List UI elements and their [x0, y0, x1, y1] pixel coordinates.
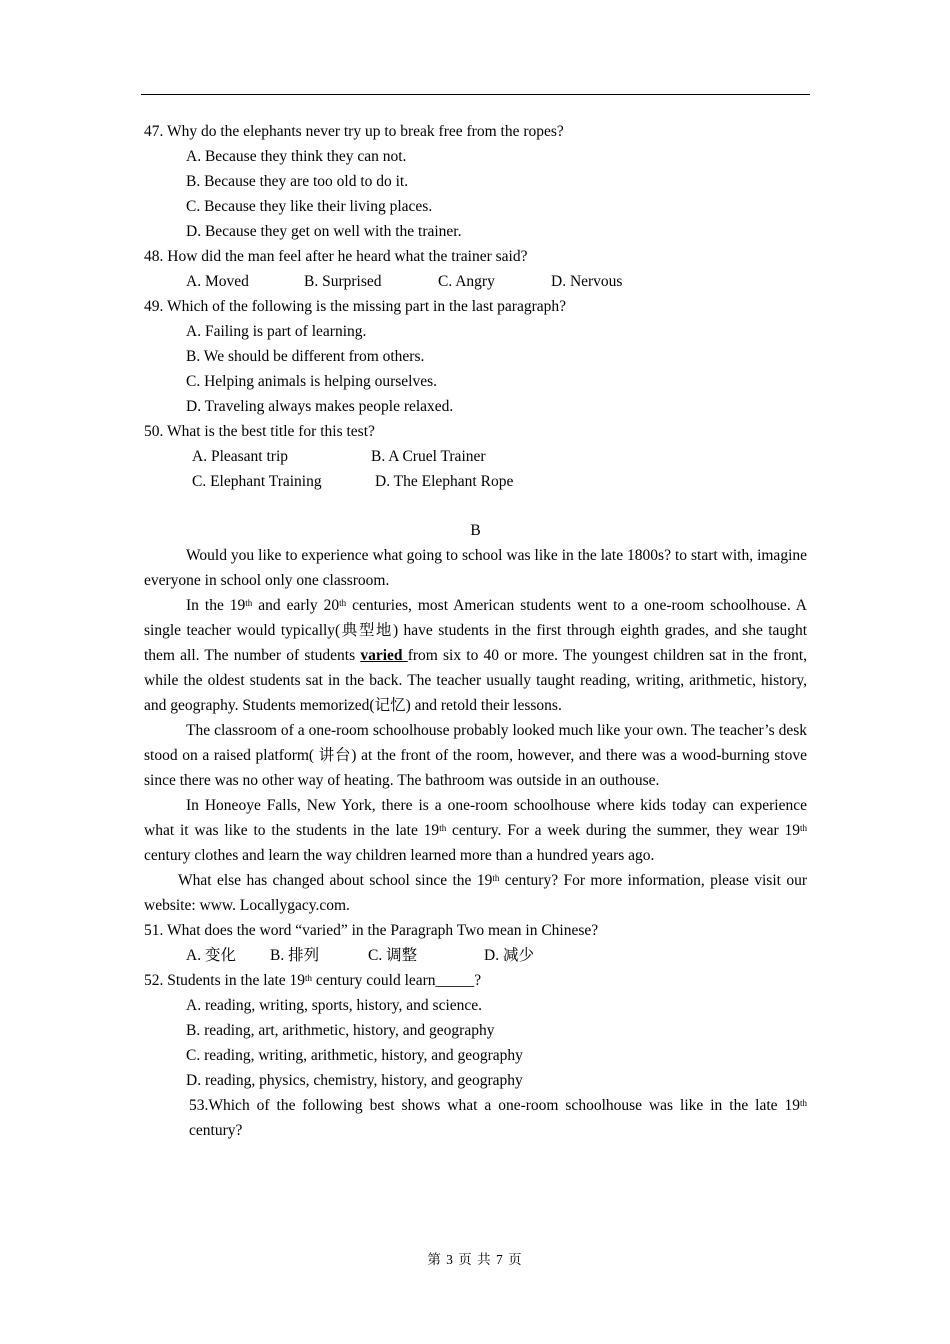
question-50-option-d: D. The Elephant Rope	[375, 473, 514, 490]
question-47-stem: 47. Why do the elephants never try up to break free from the ropes?	[144, 123, 564, 140]
passage-paragraph-1: Would you like to experience what going to school was like in the late 1800s? to start with, imagine everyone in school only one classroom.	[144, 547, 807, 589]
question-51-option-a: A. 变化	[186, 947, 236, 964]
passage-paragraph-5: What else has changed about school since the 19th century? For more information, please visit our website: www. Locallygacy.com.	[144, 872, 807, 914]
question-51-options	[144, 943, 807, 968]
content	[144, 119, 807, 1143]
question-52-option-c: C. reading, writing, arithmetic, history, and geography	[186, 1047, 523, 1064]
question-48-option-b: B. Surprised	[304, 273, 382, 290]
underlined-word-varied: varied	[360, 647, 408, 664]
question-48-option-a: A. Moved	[186, 273, 249, 290]
passage-paragraph-4: In Honeoye Falls, New York, there is a one-room schoolhouse where kids today can experience what it was like to the students in the late 19th century. For a week during the summer, they wear 19th century clothes and learn the way children learned more than a hundred years ago.	[144, 797, 807, 864]
page-footer: 第 3 页 共 7 页	[427, 1252, 523, 1267]
question-50-options-row1	[144, 444, 807, 469]
question-48-stem: 48. How did the man feel after he heard what the trainer said?	[144, 248, 528, 265]
passage-paragraph-2: In the 19th and early 20th centuries, most American students went to a one-room schoolhouse. A single teacher would typically(典型地) have students in the first through eighth grades, and she taught them all. The number of students varied from six to 40 or more. The youngest children sat in the front, while the oldest students sat in the back. The teacher usually taught reading, writing, arithmetic, history, and geography. Students memorized(记忆) and retold their lessons.	[144, 597, 808, 714]
question-49-option-a: A. Failing is part of learning.	[186, 323, 367, 340]
question-50-stem: 50. What is the best title for this test?	[144, 423, 375, 440]
question-48-option-d: D. Nervous	[551, 273, 623, 290]
header-rule	[141, 94, 810, 95]
question-50-option-b: B. A Cruel Trainer	[371, 448, 486, 465]
question-49-option-b: B. We should be different from others.	[186, 348, 425, 365]
question-50-options-row2	[144, 469, 807, 494]
question-49-option-c: C. Helping animals is helping ourselves.	[186, 373, 437, 390]
question-52-option-d: D. reading, physics, chemistry, history, and geography	[186, 1072, 523, 1089]
question-47-option-b: B. Because they are too old to do it.	[186, 173, 409, 190]
question-48-options	[144, 269, 807, 294]
question-47-option-c: C. Because they like their living places.	[186, 198, 433, 215]
question-52-option-b: B. reading, art, arithmetic, history, and geography	[186, 1022, 495, 1039]
question-47-option-d: D. Because they get on well with the trainer.	[186, 223, 462, 240]
question-49-stem: 49. Which of the following is the missing part in the last paragraph?	[144, 298, 566, 315]
question-51-option-d: D. 减少	[484, 947, 534, 964]
question-50-option-c: C. Elephant Training	[192, 473, 322, 490]
question-47-option-a: A. Because they think they can not.	[186, 148, 407, 165]
question-51-stem: 51. What does the word “varied” in the Paragraph Two mean in Chinese?	[144, 922, 599, 939]
question-51-option-b: B. 排列	[270, 947, 320, 964]
question-50-option-a: A. Pleasant trip	[192, 448, 288, 465]
passage-paragraph-3: The classroom of a one-room schoolhouse probably looked much like your own. The teacher’s desk stood on a raised platform( 讲台) at the front of the room, however, and there was a wood-burning stove since there was no other way of heating. The bathroom was outside in an outhouse.	[144, 722, 807, 789]
question-53-stem: 53.Which of the following best shows what a one-room schoolhouse was like in the late 19th century?	[189, 1097, 807, 1139]
question-49-option-d: D. Traveling always makes people relaxed.	[186, 398, 454, 415]
question-51-option-c: C. 调整	[368, 947, 418, 964]
question-48-option-c: C. Angry	[438, 273, 495, 290]
section-heading: B	[470, 522, 481, 539]
question-52-stem: 52. Students in the late 19th century could learn_____?	[144, 972, 482, 989]
question-52-option-a: A. reading, writing, sports, history, and science.	[186, 997, 483, 1014]
